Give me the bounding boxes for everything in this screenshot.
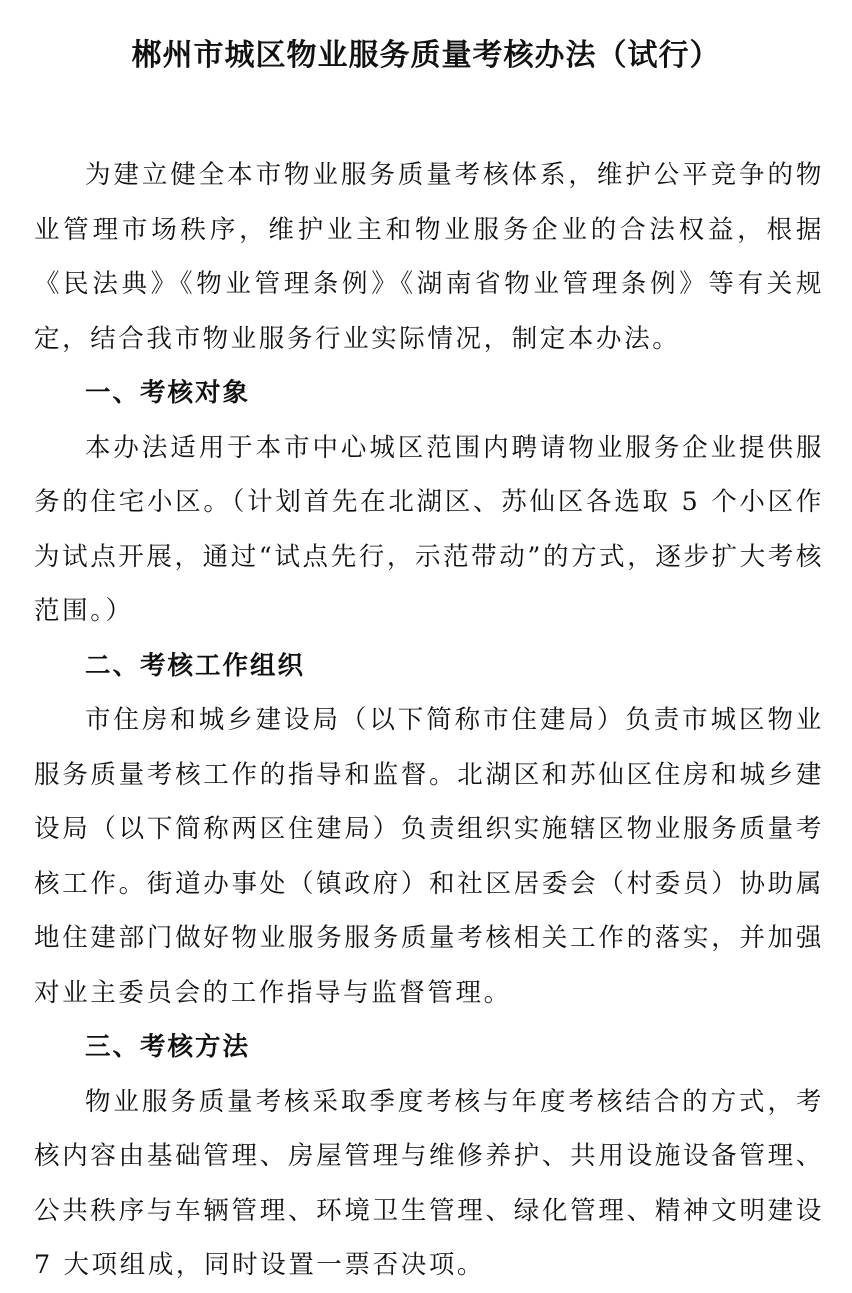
section-text-work-organization: 市住房和城乡建设局（以下简称市住建局）负责市城区物业服务质量考核工作的指导和监督。北湖区和苏仙区住房和城乡建设局（以下简称两区住建局）负责组织实施辖区物业服务质量考核工作。街道办事处（镇政府）和社区居委会（村委员）协助属地住建部门做好物业服务服务质量考核相关工作的落实，并加强对业主委员会的工作指导与监督管理。 — [34, 705, 824, 1008]
document-title: 郴州市城区物业服务质量考核办法（试行） — [131, 38, 721, 73]
document-body — [34, 148, 824, 1293]
intro-paragraph: 为建立健全本市物业服务质量考核体系，维护公平竞争的物业管理市场秩序，维护业主和物业服务企业的合法权益，根据《民法典》《物业管理条例》《湖南省物业管理条例》等有关规定，结合我市物业服务行业实际情况，制定本办法。 — [34, 160, 824, 354]
section-heading-assessment-target: 一、考核对象 — [85, 378, 251, 408]
section-text-assessment-target: 本办法适用于本市中心城区范围内聘请物业服务企业提供服务的住宅小区。（计划首先在北湖区、苏仙区各选取 5 个小区作为试点开展，通过“试点先行，示范带动”的方式，逐步扩大考核范围。） — [34, 432, 824, 626]
section-heading-assessment-method: 三、考核方法 — [85, 1032, 251, 1062]
section-text-assessment-method: 物业服务质量考核采取季度考核与年度考核结合的方式，考核内容由基础管理、房屋管理与维修养护、共用设施设备管理、公共秩序与车辆管理、环境卫生管理、绿化管理、精神文明建设 7 大项组成，同时设置一票否决项。 — [34, 1086, 824, 1280]
section-heading-work-organization: 二、考核工作组织 — [85, 650, 306, 681]
